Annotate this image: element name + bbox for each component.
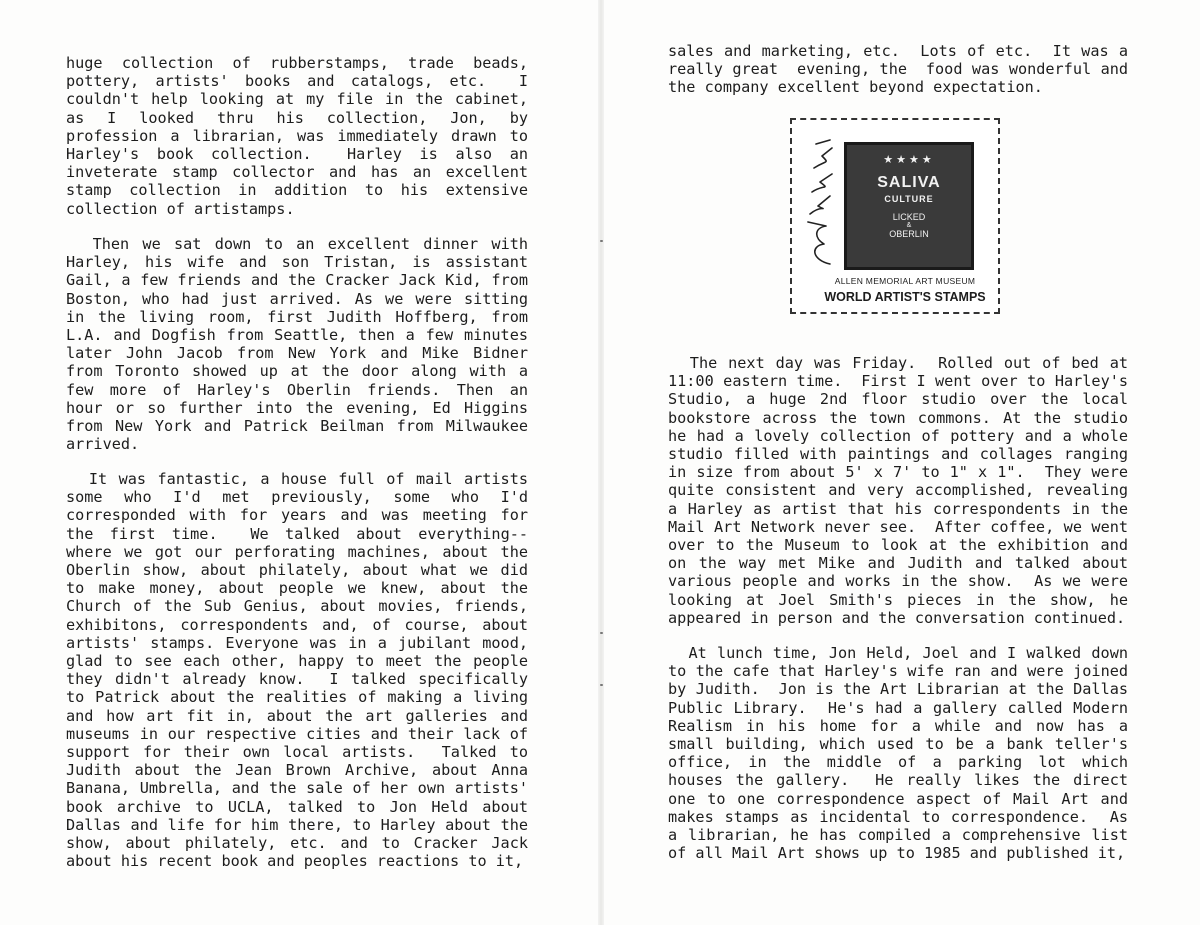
text-line: various people and works in the show. As we were	[668, 572, 1128, 591]
text-line: Harley, his wife and son Tristan, is assistant	[66, 253, 528, 272]
text-line: Harley's book collection. Harley is also an	[66, 145, 528, 164]
text-line: Public Library. He's had a gallery called Modern	[668, 698, 1128, 717]
stamp-subtitle: CULTURE	[884, 194, 934, 204]
text-line: couldn't help looking at my file in the cabinet,	[66, 90, 528, 109]
text-line: studio filled with paintings and collages ranging	[668, 445, 1128, 464]
text-line: Studio, a huge 2nd floor studio over the local	[668, 390, 1128, 409]
text-line: Oberlin show, about philately, about what we did	[66, 561, 528, 580]
text-line: Realism in his home for a while and now has a	[668, 716, 1128, 735]
text-line: Gail, a few friends and the Cracker Jack Kid, from	[66, 271, 528, 290]
text-line: sales and marketing, etc. Lots of etc. It was a	[668, 42, 1128, 60]
text-line: by Judith. Jon is the Art Librarian at the Dallas	[668, 680, 1128, 699]
text-line: he had a lovely collection of pottery and a whole	[668, 426, 1128, 445]
text-line: 11:00 eastern time. First I went over to Harley's	[668, 372, 1128, 391]
text-line: later John Jacob from New York and Mike Bidner	[66, 344, 528, 363]
text-line: one to one correspondence aspect of Mail Art and	[668, 789, 1128, 808]
text-line: profession a librarian, was immediately drawn to	[66, 126, 528, 145]
page-gutter	[598, 0, 604, 925]
text-line: Judith about the Jean Brown Archive, about Anna	[66, 761, 528, 780]
text-line: corresponded with for years and was meeting for	[66, 506, 528, 525]
text-line: to make money, about people we knew, about the	[66, 579, 528, 598]
text-line: in the living room, first Judith Hoffberg, from	[66, 307, 528, 326]
right-paragraph-1	[668, 354, 1128, 627]
stamp-licked: LICKED	[892, 212, 926, 222]
stamp-series: WORLD ARTIST'S STAMPS	[824, 290, 986, 304]
text-line: to the cafe that Harley's wife ran and were joined	[668, 662, 1128, 681]
text-line: At lunch time, Jon Held, Joel and I walked down	[668, 644, 1128, 662]
text-line: Church of the Sub Genius, about movies, friends,	[66, 597, 528, 616]
text-line: some who I'd met previously, some who I'd	[66, 488, 528, 507]
stamp-museum: ALLEN MEMORIAL ART MUSEUM	[834, 276, 976, 286]
paper-speck	[600, 632, 603, 634]
text-line: L.A. and Dogfish from Seattle, then a few minutes	[66, 326, 528, 345]
text-line: Boston, who had just arrived. As we were sitting	[66, 289, 528, 308]
artistamp-illustration	[790, 118, 1000, 314]
text-line: a librarian, he has compiled a comprehensive list	[668, 826, 1128, 845]
text-line: from New York and Patrick Beilman from Milwaukee	[66, 417, 528, 436]
stamp-title: SALIVA	[877, 174, 941, 191]
text-line: a Harley as artist that his correspondents in the	[668, 499, 1128, 518]
text-line: museums in our respective cities and their lack of	[66, 724, 528, 743]
text-line: exhibitons, correspondents and, of course, about	[66, 615, 528, 634]
stars-icon: ★★★★	[883, 154, 935, 166]
left-paragraph-3	[66, 470, 528, 870]
text-line: to Patrick about the realities of making a living	[66, 688, 528, 707]
text-line: Then we sat down to an excellent dinner with	[66, 235, 528, 253]
text-line: show, about philately, etc. and to Cracker Jack	[66, 834, 528, 853]
stamp-panel	[844, 142, 974, 270]
text-line: It was fantastic, a house full of mail artists	[66, 470, 528, 488]
text-line: Banana, Umbrella, and the sale of her own artists'	[66, 779, 528, 798]
text-line: huge collection of rubberstamps, trade beads,	[66, 54, 528, 72]
text-line: small building, which used to be a bank teller's	[668, 735, 1128, 754]
text-line: looking at Joel Smith's pieces in the show, he	[668, 590, 1128, 609]
text-line: about his recent book and peoples reactions to it,	[66, 852, 524, 871]
text-line: few more of Harley's Oberlin friends. Then an	[66, 380, 528, 399]
text-line: they didn't already know. I talked specifically	[66, 670, 528, 689]
text-line: appeared in person and the conversation continued.	[668, 608, 1126, 627]
text-line: as I looked thru his collection, Jon, by	[66, 108, 528, 127]
left-paragraph-1	[66, 54, 528, 218]
text-line: bookstore across the town commons. At the studio	[668, 408, 1128, 427]
text-line: makes stamps as incidental to correspondence. As	[668, 807, 1128, 826]
text-line: arrived.	[66, 435, 140, 454]
text-line: hour or so further into the evening, Ed Higgins	[66, 398, 528, 417]
text-line: glad to see each other, happy to meet the people	[66, 652, 528, 671]
stamp-amp: &	[906, 222, 912, 229]
text-line: collection of artistamps.	[66, 199, 295, 218]
right-paragraph-2	[668, 644, 1128, 862]
text-line: pottery, artists' books and catalogs, etc. I	[66, 72, 528, 91]
stamp-place: OBERLIN	[889, 229, 929, 239]
right-page	[668, 0, 1128, 925]
text-line: quite consistent and very accomplished, revealing	[668, 481, 1128, 500]
text-line: support for their own local artists. Talked to	[66, 743, 528, 762]
text-line: from Toronto showed up at the door along with a	[66, 362, 528, 381]
text-line: over to the Museum to look at the exhibition and	[668, 536, 1128, 555]
text-line: stamp collection in addition to his extensive	[66, 181, 528, 200]
text-line: on the way met Mike and Judith and talked about	[668, 554, 1128, 573]
text-line: and how art fit in, about the art galleries and	[66, 706, 528, 725]
text-line: the company excellent beyond expectation.	[668, 78, 1043, 97]
text-line: inveterate stamp collector and has an excellent	[66, 163, 528, 182]
left-page	[66, 0, 528, 925]
text-line: artists' stamps. Everyone was in a jubilant mood,	[66, 633, 528, 652]
text-line: the first time. We talked about everything--	[66, 524, 528, 543]
text-line: in size from about 5' x 7' to 1" x 1". They were	[668, 463, 1128, 482]
text-line: where we got our perforating machines, about the	[66, 542, 528, 561]
text-line: really great evening, the food was wonderful and	[668, 60, 1128, 79]
signature-graphic	[802, 134, 838, 274]
left-paragraph-2	[66, 235, 528, 453]
paper-speck	[600, 684, 603, 686]
text-line: book archive to UCLA, talked to Jon Held about	[66, 797, 528, 816]
text-line: office, in the middle of a parking lot which	[668, 753, 1128, 772]
text-line: Dallas and life for him there, to Harley about the	[66, 815, 528, 834]
right-paragraph-top	[668, 42, 1128, 97]
paper-speck	[600, 240, 603, 242]
text-line: houses the gallery. He really likes the direct	[668, 771, 1128, 790]
text-line: of all Mail Art shows up to 1985 and published it,	[668, 844, 1126, 863]
text-line: Mail Art Network never see. After coffee, we went	[668, 517, 1128, 536]
text-line: The next day was Friday. Rolled out of bed at	[668, 354, 1128, 372]
